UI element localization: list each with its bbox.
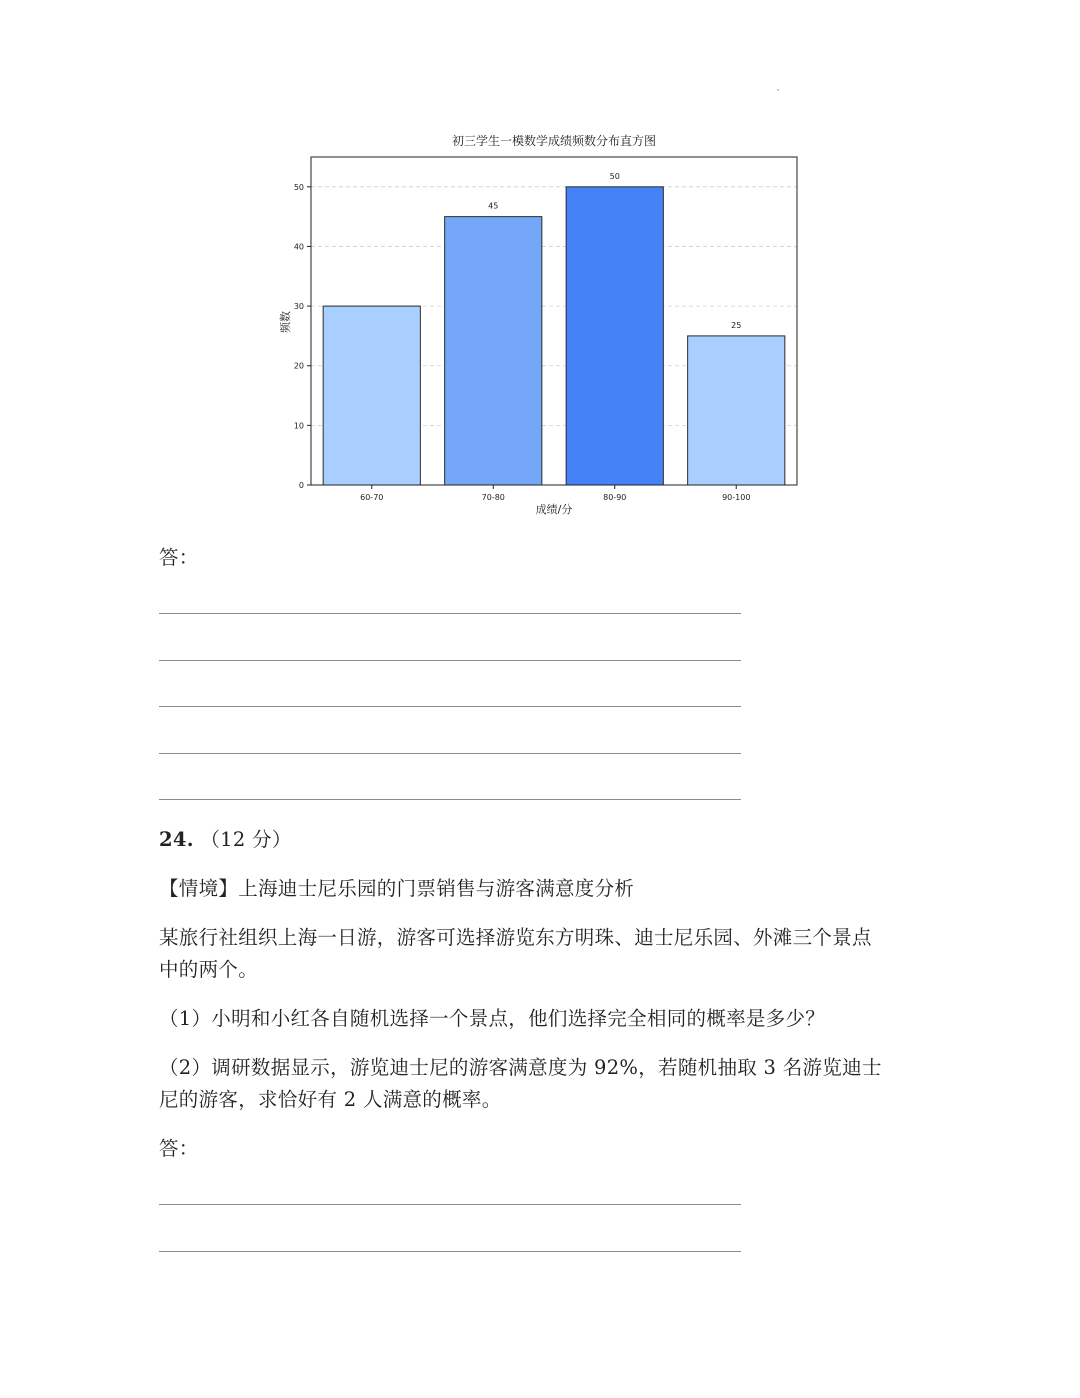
x-tick-label: 70-80 bbox=[481, 493, 505, 502]
y-tick-label: 30 bbox=[293, 302, 304, 312]
question-scenario: 【情境】上海迪士尼乐园的门票销售与游客满意度分析 bbox=[159, 877, 635, 900]
x-tick-label: 80-90 bbox=[603, 493, 627, 502]
bar-value-label: 50 bbox=[609, 171, 620, 181]
answer-line bbox=[159, 799, 741, 800]
answer-line bbox=[159, 660, 741, 661]
bar-90-100 bbox=[688, 336, 785, 485]
y-tick-label: 10 bbox=[293, 421, 304, 431]
answer-label-1: 答： bbox=[159, 546, 199, 569]
answer-line bbox=[159, 753, 741, 754]
bar-value-label: 45 bbox=[488, 201, 499, 211]
chart-title: 初三学生一模数学成绩频数分布直方图 bbox=[451, 134, 657, 148]
bar-60-70 bbox=[323, 306, 420, 485]
bar-70-80 bbox=[445, 217, 542, 485]
answer-line bbox=[159, 1251, 741, 1252]
y-axis-ticks bbox=[294, 183, 311, 490]
bar-80-90 bbox=[566, 187, 663, 485]
question-part-1: （1）小明和小红各自随机选择一个景点，他们选择完全相同的概率是多少？ bbox=[159, 1007, 826, 1030]
bars bbox=[323, 172, 785, 485]
question-part-2-line-2: 尼的游客，求恰好有 2 人满意的概率。 bbox=[159, 1088, 502, 1111]
stray-dot bbox=[777, 89, 779, 91]
answer-line bbox=[159, 1204, 741, 1205]
answer-label-2: 答： bbox=[159, 1137, 199, 1160]
y-tick-label: 50 bbox=[293, 182, 304, 192]
x-tick-label: 90-100 bbox=[722, 493, 751, 502]
question-intro-line-1: 某旅行社组织上海一日游，游客可选择游览东方明珠、迪士尼乐园、外滩三个景点 bbox=[159, 926, 872, 949]
x-tick-label: 60-70 bbox=[360, 493, 384, 502]
answer-line bbox=[159, 613, 741, 614]
answer-line bbox=[159, 706, 741, 707]
histogram-chart bbox=[270, 122, 810, 522]
question-24-header bbox=[159, 823, 929, 857]
question-part-2-line-1: （2）调研数据显示，游览迪士尼的游客满意度为 92%，若随机抽取 3 名游览迪士 bbox=[159, 1056, 882, 1079]
bar-value-label: 25 bbox=[731, 320, 742, 330]
x-axis-label: 成绩/分 bbox=[535, 503, 573, 516]
x-axis-ticks bbox=[360, 485, 750, 502]
y-axis-label: 频数 bbox=[279, 311, 292, 333]
question-number: 24. bbox=[159, 828, 194, 851]
question-intro-line-2: 中的两个。 bbox=[159, 958, 259, 981]
y-tick-label: 0 bbox=[298, 481, 304, 490]
question-points: （12 分） bbox=[200, 828, 292, 851]
y-tick-label: 20 bbox=[293, 361, 304, 371]
y-tick-label: 40 bbox=[293, 242, 304, 252]
